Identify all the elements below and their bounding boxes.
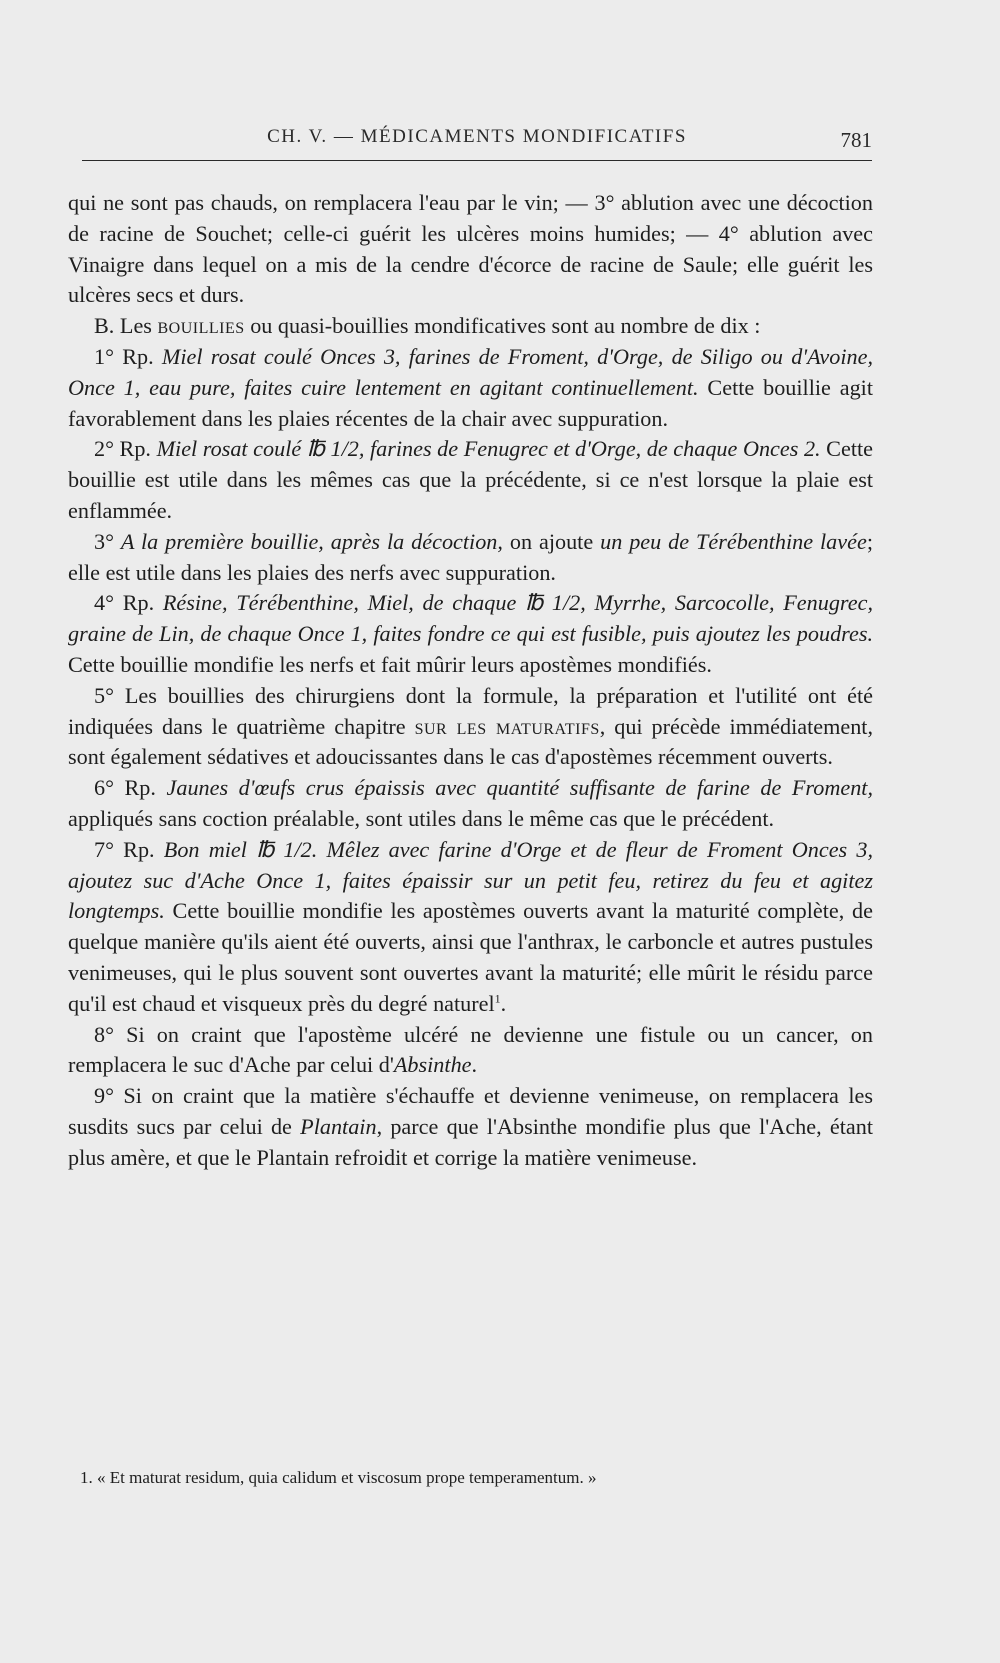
footnote-number: 1 <box>80 1468 89 1487</box>
paragraph-recipe-5: 5° Les bouillies des chirurgiens dont la formule, la préparation et l'utilité ont été indiquées dans le quatrième chapitre sur les maturatifs, qui précède immédiatement, sont également sédatives et adoucissantes dans le cas d'apostèmes récemment ouverts. <box>68 682 874 770</box>
paragraph-bouillies-intro: B. Les bouillies ou quasi-bouillies mondificatives sont au nombre de dix : <box>94 313 761 339</box>
paragraph-recipe-1: 1° Rp. Miel rosat coulé Onces 3, farines de Froment, d'Orge, de Siligo ou d'Avoine, Once 1, eau pure, faites cuire lentement en agitant continuellement. Cette bouillie agit favorablement dans les plaies récentes de la chair avec suppuration. <box>68 343 873 431</box>
paragraph-recipe-9: 9° Si on craint que la matière s'échauffe et devienne venimeuse, on remplacera les susdits sucs par celui de Plantain, parce que l'Absinthe mondifie plus que l'Ache, étant plus amère, et que le Plantain refroidit et corrige la matière venimeuse. <box>68 1083 873 1170</box>
paragraph-recipe-8: 8° Si on craint que l'apostème ulcéré ne devienne une fistule ou un cancer, on remplacera le suc d'Ache par celui d'Absinthe. <box>68 1021 873 1078</box>
paragraph-recipe-6: 6° Rp. Jaunes d'œufs crus épaissis avec quantité suffisante de farine de Froment, appliqués sans coction préalable, sont utiles dans le même cas que le précédent. <box>68 775 874 831</box>
paragraph-recipe-4: 4° Rp. Résine, Térébenthine, Miel, de chaque ℔ 1/2, Myrrhe, Sarcocolle, Fenugrec, graine de Lin, de chaque Once 1, faites fondre ce qui est fusible, puis ajoutez les poudres. Cette bouillie mondifie les nerfs et fait mûrir leurs apostèmes mondifiés. <box>68 590 873 677</box>
paragraph-recipe-7: 7° Rp. Bon miel ℔ 1/2. Mêlez avec farine d'Orge et de fleur de Froment Onces 3, ajoutez suc d'Ache Once 1, faites épaissir sur un petit feu, retirez du feu et agitez longtemps. Cette bouillie mondifie les apostèmes ouverts avant la maturité complète, de quelque manière qu'ils aient été ouverts, ainsi que l'anthrax, le carboncle et autres pustules venimeuses, qui le plus souvent sont ouvertes avant la maturité; elle mûrit le résidu parce qu'il est chaud et visqueux près du degré naturel$^1$. <box>68 836 873 1016</box>
page-number: 781 <box>840 128 872 152</box>
page-header <box>82 120 872 161</box>
paragraph-ablutions: qui ne sont pas chauds, on remplacera l'eau par le vin; — 3° ablution avec une décoction de racine de Souchet; celle-ci guérit les ulcères moins humides; — 4° ablution avec Vinaigre dans lequel on a mis de la cendre d'écorce de racine de Saule; elle guérit les ulcères secs et durs. <box>68 190 873 308</box>
footnote-text: . « Et maturat residum, quia calidum et viscosum prope temperamentum. » <box>88 1468 597 1487</box>
body-text <box>68 188 873 1174</box>
footnote-ref[interactable]: 1 <box>494 991 501 1006</box>
running-title: CH. V. — MÉDICAMENTS MONDIFICATIFS <box>267 126 687 147</box>
footnote <box>80 1466 875 1490</box>
paragraph-recipe-2: 2° Rp. Miel rosat coulé ℔ 1/2, farines de Fenugrec et d'Orge, de chaque Onces 2. Cette bouillie est utile dans les mêmes cas que la précédente, si ce n'est lorsque la plaie est enflammée. <box>68 436 874 523</box>
paragraph-recipe-3: 3° A la première bouillie, après la décoction, on ajoute un peu de Térébenthine lavée; elle est utile dans les plaies des nerfs avec suppuration. <box>68 528 873 585</box>
